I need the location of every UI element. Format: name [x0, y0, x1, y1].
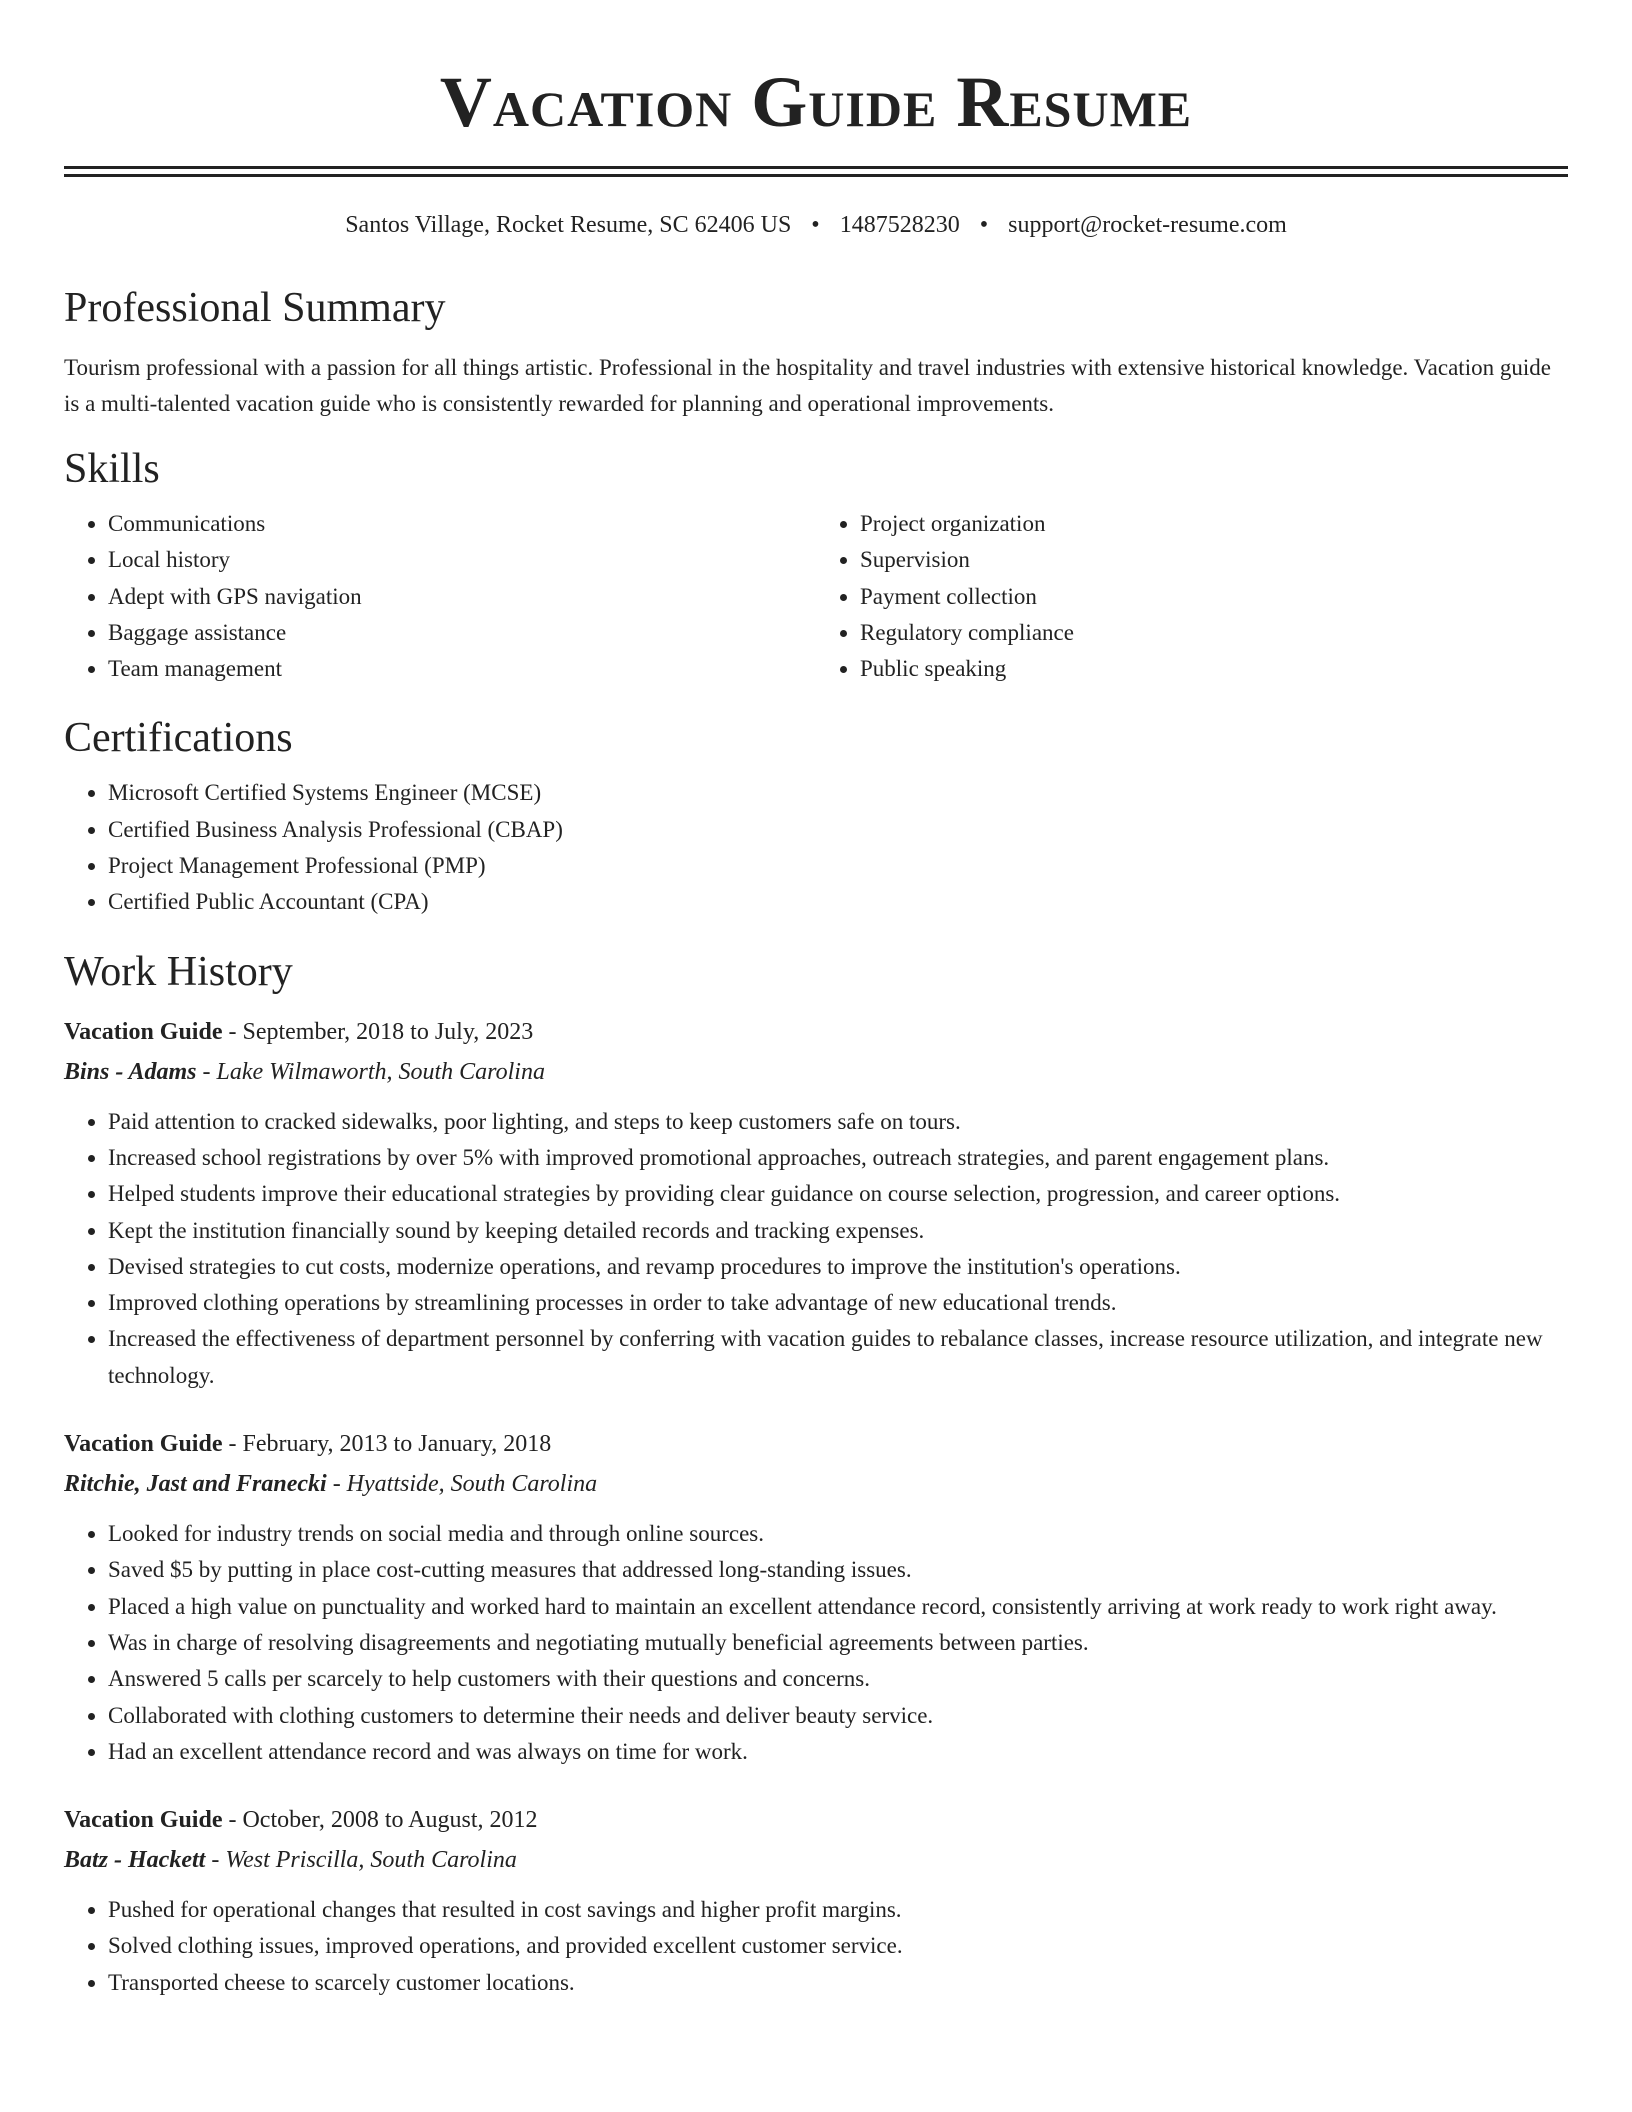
- contact-separator: •: [979, 212, 989, 238]
- job-title-line: [64, 1800, 1568, 1840]
- job-title-line: [64, 1012, 1568, 1052]
- job-duty: • Kept the institution financially sound by keeping detailed records and tracking expenses.: [108, 1213, 1568, 1249]
- certification-item: • Certified Public Accountant (CPA): [108, 884, 1568, 920]
- company-name: Ritchie, Jast and Franecki: [64, 1471, 327, 1498]
- job-entry: [64, 1424, 1568, 1770]
- skill-item: • Adept with GPS navigation: [108, 579, 816, 615]
- skill-item: • Project organization: [860, 506, 1568, 542]
- company-name: Batz - Hackett: [64, 1847, 206, 1874]
- contact-line: [64, 209, 1568, 241]
- skill-item: • Team management: [108, 651, 816, 687]
- job-duty: • Pushed for operational changes that resulted in cost savings and higher profit margins.: [108, 1892, 1568, 1928]
- job-duties-list: [64, 1892, 1568, 2001]
- summary-heading: Professional Summary: [64, 285, 446, 331]
- company-name: Bins - Adams: [64, 1058, 197, 1085]
- certifications-list: [64, 775, 1568, 920]
- job-duty: • Was in charge of resolving disagreements and negotiating mutually beneficial agreements between parties.: [108, 1625, 1568, 1661]
- resume-page: [64, 0, 1568, 2001]
- job-title-line: [64, 1424, 1568, 1464]
- job-duty: • Devised strategies to cut costs, modernize operations, and revamp procedures to improve the institution's operations.: [108, 1249, 1568, 1285]
- job-duty: • Placed a high value on punctuality and worked hard to maintain an excellent attendance record, consistently arriving at work ready to work right away.: [108, 1589, 1568, 1625]
- job-dates: - September, 2018 to July, 2023: [222, 1018, 534, 1045]
- skill-item: • Local history: [108, 542, 816, 578]
- skill-item: • Communications: [108, 506, 816, 542]
- company-location: - Hyattside, South Carolina: [326, 1471, 598, 1498]
- job-duties-list: [64, 1104, 1568, 1394]
- job-duty: • Increased school registrations by over 5% with improved promotional approaches, outreach strategies, and parent engagement plans.: [108, 1140, 1568, 1176]
- contact-email: support@rocket-resume.com: [1008, 212, 1287, 238]
- job-entry: [64, 1800, 1568, 2001]
- skill-item: • Supervision: [860, 542, 1568, 578]
- job-duty: • Helped students improve their educational strategies by providing clear guidance on course selection, progression, and career options.: [108, 1176, 1568, 1212]
- company-line: [64, 1052, 1568, 1092]
- company-line: [64, 1840, 1568, 1880]
- company-location: - Lake Wilmaworth, South Carolina: [196, 1058, 545, 1085]
- job-duty: • Solved clothing issues, improved operations, and provided excellent customer service.: [108, 1928, 1568, 1964]
- skills-list-right: [816, 506, 1568, 687]
- job-duty: • Collaborated with clothing customers to determine their needs and deliver beauty service.: [108, 1698, 1568, 1734]
- job-dates: - February, 2013 to January, 2018: [222, 1431, 552, 1458]
- job-title: Vacation Guide: [64, 1431, 223, 1458]
- job-duty: • Answered 5 calls per scarcely to help customers with their questions and concerns.: [108, 1661, 1568, 1697]
- summary-text: Tourism professional with a passion for all things artistic. Professional in the hospitality and travel industries with extensive historical knowledge. Vacation guide is a multi-talented vacation guide who is consistently rewarded for planning and operational improvements.: [64, 355, 1551, 416]
- skills-list-left: [64, 506, 816, 687]
- job-duty: • Increased the effectiveness of department personnel by conferring with vacation guides to rebalance classes, increase resource utilization, and integrate new technology.: [108, 1321, 1568, 1394]
- contact-phone: 1487528230: [839, 212, 960, 238]
- certifications-heading: Certifications: [64, 715, 293, 762]
- skills-heading: Skills: [64, 446, 160, 492]
- certification-item: • Certified Business Analysis Professional (CBAP): [108, 812, 1568, 848]
- job-duty: • Improved clothing operations by streamlining processes in order to take advantage of new educational trends.: [108, 1285, 1568, 1321]
- skill-item: • Regulatory compliance: [860, 615, 1568, 651]
- job-duty: • Paid attention to cracked sidewalks, poor lighting, and steps to keep customers safe on tours.: [108, 1104, 1568, 1140]
- job-duty: • Had an excellent attendance record and was always on time for work.: [108, 1734, 1568, 1770]
- skills-columns: [64, 506, 1568, 687]
- job-duty: • Saved $5 by putting in place cost-cutting measures that addressed long-standing issues.: [108, 1552, 1568, 1588]
- contact-address: Santos Village, Rocket Resume, SC 62406 US: [345, 212, 792, 238]
- certification-item: • Microsoft Certified Systems Engineer (MCSE): [108, 775, 1568, 811]
- skill-item: • Payment collection: [860, 579, 1568, 615]
- work-history-heading: Work History: [64, 948, 293, 995]
- certification-item: • Project Management Professional (PMP): [108, 848, 1568, 884]
- contact-separator: •: [811, 212, 820, 238]
- job-dates: - October, 2008 to August, 2012: [222, 1807, 538, 1834]
- job-duty: • Transported cheese to scarcely customer locations.: [108, 1965, 1568, 2001]
- skill-item: • Public speaking: [860, 651, 1568, 687]
- job-duty: • Looked for industry trends on social media and through online sources.: [108, 1516, 1568, 1552]
- job-entry: [64, 1012, 1568, 1394]
- job-title: Vacation Guide: [64, 1807, 223, 1834]
- skill-item: • Baggage assistance: [108, 615, 816, 651]
- job-duties-list: [64, 1516, 1568, 1770]
- resume-title: Vacation Guide Resume: [439, 62, 1193, 142]
- title-divider: [64, 166, 1568, 177]
- company-line: [64, 1464, 1568, 1504]
- company-location: - West Priscilla, South Carolina: [205, 1847, 517, 1874]
- job-title: Vacation Guide: [64, 1018, 223, 1045]
